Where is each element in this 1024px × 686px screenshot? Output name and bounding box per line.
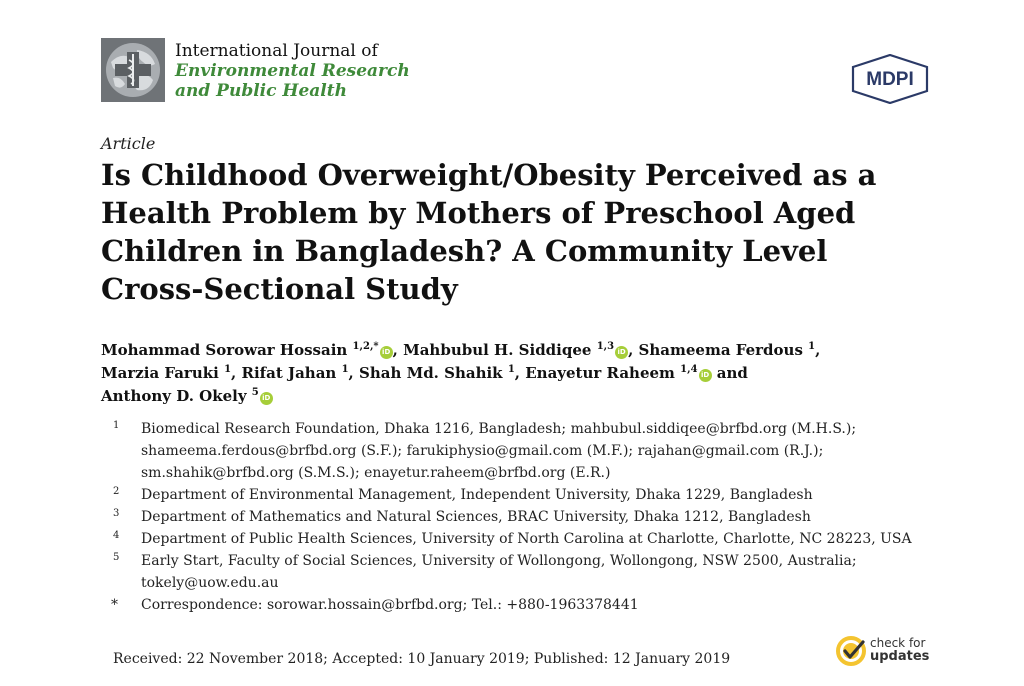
author-name[interactable]: Shameema Ferdous (638, 341, 803, 359)
mdpi-logo-text: MDPI (866, 69, 914, 90)
affiliation-item (101, 550, 941, 594)
author-name[interactable]: Mahbubul H. Siddiqee (403, 341, 592, 359)
author-name[interactable]: Shah Md. Shahik (359, 364, 503, 382)
author-separator: , (392, 341, 404, 359)
check-for-updates-icon (836, 636, 866, 666)
mdpi-logo-icon (850, 54, 930, 104)
affiliation-number: 1 (113, 420, 120, 431)
orcid-icon[interactable]: iD (260, 392, 273, 405)
check-for-updates-line1: check for (870, 636, 926, 650)
affiliation-item (101, 528, 941, 550)
author-separator: , (628, 341, 639, 359)
author-affiliation-marker: 1,3 (596, 341, 615, 352)
author-affiliation-marker: 1 (808, 341, 816, 352)
correspondence-text: Correspondence: sorowar.hossain@brfbd.org; Tel.: +880-1963378441 (141, 597, 639, 613)
affiliation-line: sm.shahik@brfbd.org (S.M.S.); enayetur.raheem@brfbd.org (E.R.) (141, 465, 611, 481)
article-title: Is Childhood Overweight/Obesity Perceived as a Health Problem by Mothers of Preschool Aged Children in Bangladesh? A Community Level Cross-Sectional Study (101, 158, 877, 306)
journal-name-line3: and Public Health (175, 81, 347, 101)
author-name[interactable]: Enayetur Raheem (525, 364, 675, 382)
journal-name (175, 41, 410, 101)
article-type: Article (101, 134, 156, 153)
correspondence-mark: * (111, 597, 118, 613)
publication-dates: Received: 22 November 2018; Accepted: 10 January 2019; Published: 12 January 2019 (113, 651, 731, 667)
author-separator: , (514, 364, 526, 382)
orcid-icon[interactable]: iD (380, 346, 393, 359)
affiliation-line: Department of Mathematics and Natural Sciences, BRAC University, Dhaka 1212, Bangladesh (141, 509, 811, 525)
affiliation-item (101, 418, 941, 484)
journal-name-line1: International Journal of (175, 41, 378, 61)
affiliation-number: 5 (113, 552, 120, 563)
author-affiliation-marker: 1,2,* (352, 341, 379, 352)
author-affiliation-marker: 5 (251, 387, 259, 398)
author-affiliation-marker: 1 (507, 364, 515, 375)
author-affiliation-marker: 1,4 (680, 364, 698, 375)
author-affiliation-marker: 1 (341, 364, 349, 375)
author-separator: , (348, 364, 359, 382)
author-affiliation-marker: 1 (224, 364, 232, 375)
affiliation-line: Department of Public Health Sciences, University of North Carolina at Charlotte, Charlotte, NC 28223, USA (141, 531, 912, 547)
author-separator: , (815, 341, 821, 359)
check-for-updates-line2: updates (870, 649, 930, 664)
author-name[interactable]: Mohammad Sorowar Hossain (101, 341, 348, 359)
affiliation-number: 4 (113, 530, 120, 541)
affiliation-line: Early Start, Faculty of Social Sciences, University of Wollongong, Wollongong, NSW 2500, Australia; (141, 553, 857, 569)
check-for-updates-badge[interactable] (836, 636, 936, 670)
affiliation-item (101, 484, 941, 506)
author-name[interactable]: Marzia Faruki (101, 364, 219, 382)
journal-name-line2: Environmental Research (175, 61, 410, 81)
affiliation-line: Biomedical Research Foundation, Dhaka 1216, Bangladesh; mahbubul.siddiqee@brfbd.org (M.H.S.); (141, 421, 857, 437)
author-separator: and (711, 364, 748, 382)
author-separator: , (231, 364, 242, 382)
affiliation-line: tokely@uow.edu.au (141, 575, 279, 591)
affiliation-number: 3 (113, 508, 120, 519)
orcid-icon[interactable]: iD (615, 346, 628, 359)
affiliation-line: shameema.ferdous@brfbd.org (S.F.); farukiphysio@gmail.com (M.F.); rajahan@gmail.com (R.J.); (141, 443, 824, 459)
author-name[interactable]: Rifat Jahan (241, 364, 337, 382)
affiliation-number: 2 (113, 486, 120, 497)
author-name[interactable]: Anthony D. Okely (101, 387, 247, 405)
affiliations (101, 418, 941, 616)
affiliation-line: Department of Environmental Management, Independent University, Dhaka 1229, Bangladesh (141, 487, 813, 503)
orcid-icon[interactable]: iD (699, 369, 712, 382)
author-list (101, 339, 911, 408)
affiliation-item (101, 506, 941, 528)
correspondence (101, 594, 941, 616)
ijerph-globe-logo-icon (101, 38, 165, 102)
